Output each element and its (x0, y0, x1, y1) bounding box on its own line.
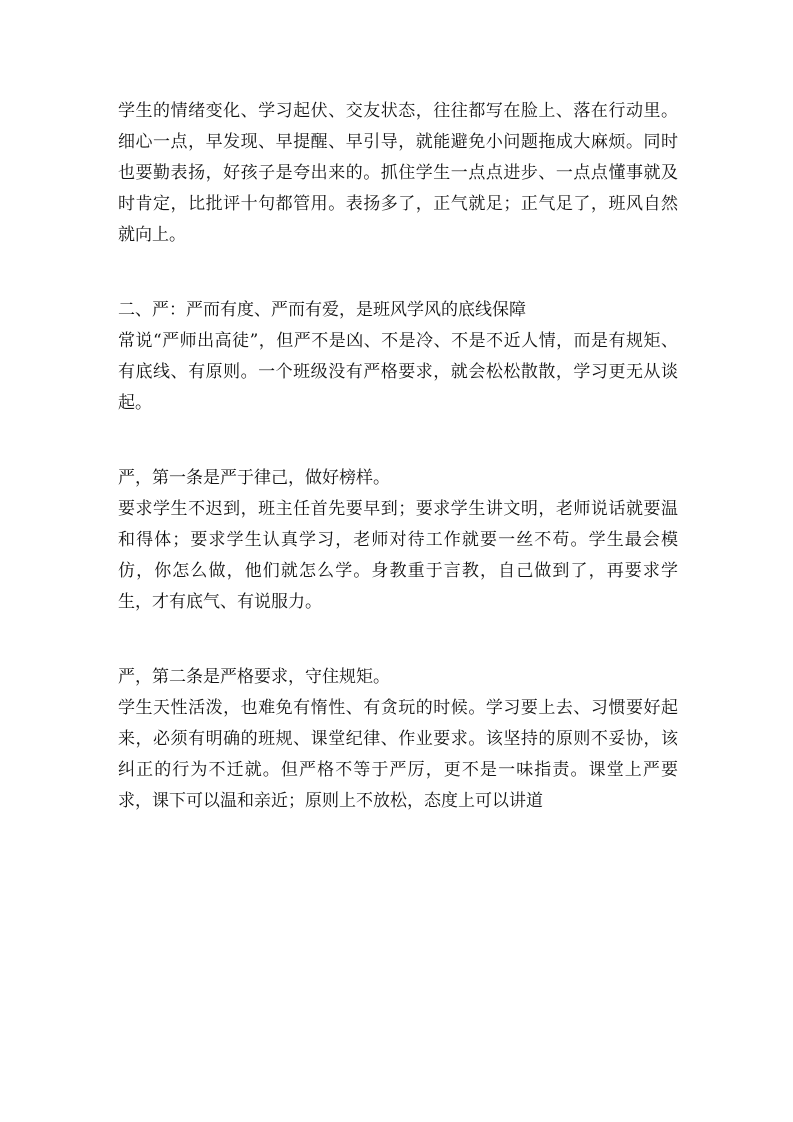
paragraph-rules: 学生天性活泼，也难免有惰性、有贪玩的时候。学习要上去、习惯要好起来，必须有明确的班规、课堂纪律、作业要求。该坚持的原则不妥协，该纠正的行为不迁就。但严格不等于严厉，更不是一味指责。课堂上严要求，课下可以温和亲近；原则上不放松，态度上可以讲道 (118, 698, 678, 811)
section-heading-strict: 二、严：严而有度、严而有爱，是班风学风的底线保障 (118, 300, 526, 320)
subheading-strict-second: 严，第二条是严格要求，守住规矩。 (118, 667, 390, 687)
paragraph-student-care: 学生的情绪变化、学习起伏、交友状态，往往都写在脸上、落在行动里。细心一点，早发现、早提醒、早引导，就能避免小问题拖成大麻烦。同时也要勤表扬，好孩子是夸出来的。抓住学生一点点进步、一点点懂事就及时肯定，比批评十句都管用。表扬多了，正气就足；正气足了，班风自然就向上。 (118, 101, 678, 245)
paragraph-spacer (118, 419, 678, 463)
paragraph-spacer (118, 618, 678, 662)
paragraph-strict-teacher: 常说“严师出高徒”，但严不是凶、不是冷、不是不近人情，而是有规矩、有底线、有原则。一个班级没有严格要求，就会松松散散，学习更无从谈起。 (118, 331, 678, 413)
paragraph-role-model: 要求学生不迟到，班主任首先要早到；要求学生讲文明，老师说话就要温和得体；要求学生认真学习，老师对待工作就要一丝不苟。学生最会模仿，你怎么做，他们就怎么学。身教重于言教，自己做到了，再要求学生，才有底气、有说服力。 (118, 499, 678, 612)
document-page (118, 96, 678, 817)
paragraph-spacer (118, 251, 678, 295)
subheading-strict-first: 严，第一条是严于律己，做好榜样。 (118, 468, 390, 488)
